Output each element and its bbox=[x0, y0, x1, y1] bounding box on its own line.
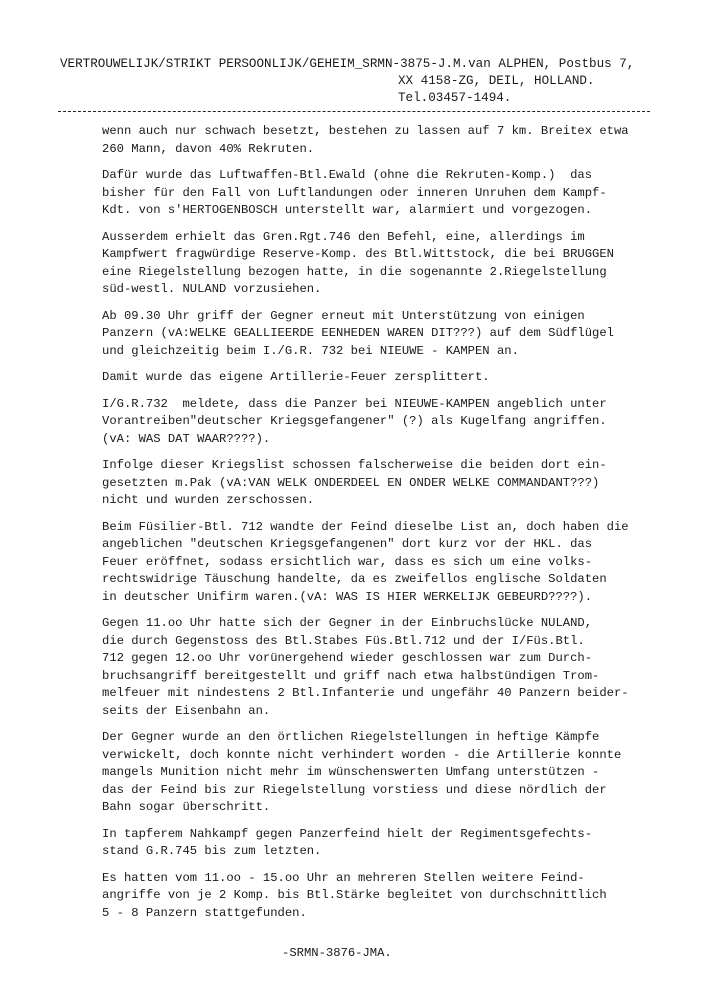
text-line: nicht und wurden zerschossen. bbox=[102, 493, 315, 507]
text-line: Panzern (vA:WELKE GEALLIEERDE EENHEDEN WAREN DIT???) auf dem Südflügel bbox=[102, 326, 614, 340]
paragraph bbox=[102, 396, 682, 449]
text-line: 260 Mann, davon 40% Rekruten. bbox=[102, 141, 315, 156]
paragraph bbox=[102, 519, 682, 607]
text-line: I/G.R.732 meldete, dass die Panzer bei NIEUWE-KAMPEN angeblich unter bbox=[102, 396, 607, 411]
text-line: Feuer eröffnet, sodass ersichtlich war, dass es sich um eine volks- bbox=[102, 554, 593, 569]
text-line: Gegen 11.oo Uhr hatte sich der Gegner in der Einbruchslücke NULAND, bbox=[102, 616, 593, 630]
text-line: 5 - 8 Panzern stattgefunden. bbox=[102, 905, 307, 920]
paragraph bbox=[102, 826, 682, 861]
paragraph bbox=[102, 167, 682, 220]
text-line: angeblichen "deutschen Kriegsgefangenen" dort kurz vor der HKL. das bbox=[102, 537, 593, 551]
text-line: Bahn sogar überschritt. bbox=[102, 800, 271, 814]
text-line: eine Riegelstellung bezogen hatte, in die sogenannte 2.Riegelstellung bbox=[102, 264, 607, 279]
text-line: In tapferem Nahkampf gegen Panzerfeind hielt der Regimentsgefechts- bbox=[102, 826, 593, 841]
paragraph bbox=[102, 123, 682, 158]
header-divider bbox=[58, 111, 650, 112]
text-line: verwickelt, doch konnte nicht verhindert worden - die Artillerie konnte bbox=[102, 747, 622, 762]
paragraph bbox=[102, 457, 682, 510]
text-line: Beim Füsilier-Btl. 712 wandte der Feind dieselbe List an, doch haben die bbox=[102, 519, 629, 534]
text-line: Ausserdem erhielt das Gren.Rgt.746 den Befehl, eine, allerdings im bbox=[102, 229, 585, 244]
text-line: bisher für den Fall von Luftlandungen oder inneren Unruhen dem Kampf- bbox=[102, 185, 607, 200]
text-line: angriffe von je 2 Komp. bis Btl.Stärke begleitet von durchschnittlich bbox=[102, 888, 607, 902]
text-line: Kdt. von s'HERTOGENBOSCH unterstellt war, alarmiert und vorgezogen. bbox=[102, 203, 593, 217]
text-line: Infolge dieser Kriegslist schossen falscherweise die beiden dort ein- bbox=[102, 458, 607, 472]
paragraph bbox=[102, 870, 682, 923]
text-line: und gleichzeitig beim I./G.R. 732 bei NIEUWE - KAMPEN an. bbox=[102, 343, 519, 358]
text-line: stand G.R.745 bis zum letzten. bbox=[102, 844, 322, 858]
paragraph bbox=[102, 229, 682, 299]
text-line: Es hatten vom 11.oo - 15.oo Uhr an mehreren Stellen weitere Feind- bbox=[102, 870, 585, 885]
text-line: in deutscher Unifirm waren.(vA: WAS IS HIER WERKELIJK GEBEURD????). bbox=[102, 589, 593, 604]
text-line: melfeuer mit nindestens 2 Btl.Infanterie und ungefähr 40 Panzern beider- bbox=[102, 686, 629, 700]
text-line: mangels Munition nicht mehr im wünschenswerten Umfang unterstützen - bbox=[102, 765, 600, 779]
paragraph bbox=[102, 308, 682, 361]
text-line: (vA: WAS DAT WAAR????). bbox=[102, 431, 271, 446]
text-line: 712 gegen 12.oo Uhr vorünergehend wieder geschlossen war zum Durch- bbox=[102, 651, 593, 665]
text-line: die durch Gegenstoss des Btl.Stabes Füs.Btl.712 und der I/Füs.Btl. bbox=[102, 633, 585, 648]
letterhead bbox=[60, 56, 634, 107]
paragraph bbox=[102, 729, 682, 817]
document-reference: -SRMN-3876-JMA. bbox=[282, 946, 392, 960]
paragraph bbox=[102, 615, 682, 720]
text-line: Damit wurde das eigene Artillerie-Feuer zersplittert. bbox=[102, 370, 490, 384]
text-line: bruchsangriff bereitgestellt und griff nach etwa halbstündigen Trom- bbox=[102, 668, 600, 683]
text-line: Ab 09.30 Uhr griff der Gegner erneut mit Unterstützung von einigen bbox=[102, 308, 585, 323]
document-body bbox=[102, 123, 682, 931]
text-line: wenn auch nur schwach besetzt, bestehen zu lassen auf 7 km. Breitex etwa bbox=[102, 124, 629, 138]
letterhead-line: XX 4158-ZG, DEIL, HOLLAND. bbox=[398, 74, 595, 88]
text-line: Vorantreiben"deutscher Kriegsgefangener" (?) als Kugelfang angriffen. bbox=[102, 414, 607, 428]
text-line: Dafür wurde das Luftwaffen-Btl.Ewald (ohne die Rekruten-Komp.) das bbox=[102, 168, 593, 182]
text-line: Der Gegner wurde an den örtlichen Riegelstellungen in heftige Kämpfe bbox=[102, 730, 600, 744]
text-line: rechtswidrige Täuschung handelte, da es zweifellos englische Soldaten bbox=[102, 572, 607, 586]
text-line: seits der Eisenbahn an. bbox=[102, 703, 271, 718]
text-line: süd-westl. NULAND vorzusiehen. bbox=[102, 282, 322, 296]
letterhead-line: Tel.03457-1494. bbox=[398, 91, 512, 105]
paragraph bbox=[102, 369, 682, 387]
text-line: Kampfwert fragwürdige Reserve-Komp. des Btl.Wittstock, die bei BRUGGEN bbox=[102, 247, 614, 261]
text-line: gesetzten m.Pak (vA:VAN WELK ONDERDEEL EN ONDER WELKE COMMANDANT???) bbox=[102, 475, 600, 490]
letterhead-line: VERTROUWELIJK/STRIKT PERSOONLIJK/GEHEIM_SRMN-3875-J.M.van ALPHEN, Postbus 7, bbox=[60, 57, 635, 71]
text-line: das der Feind bis zur Riegelstellung vorstiess und diese nördlich der bbox=[102, 782, 607, 797]
